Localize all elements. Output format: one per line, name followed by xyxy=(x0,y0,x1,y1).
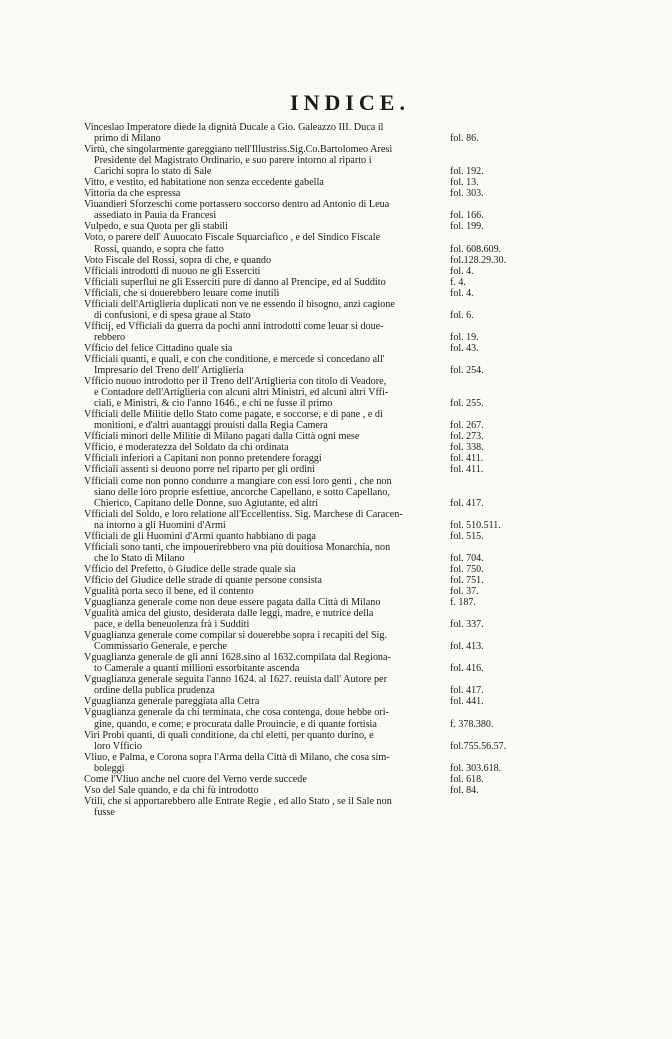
folio-reference: f. 187. xyxy=(450,597,476,609)
entry-text-line: Vfficiali come non ponno condurre a mangiare con essi loro genti , che non xyxy=(84,475,392,487)
entry-text-line: Vfficiali superflui ne gli Esserciti pure di danno al Prencipe, ed al Suddito xyxy=(84,276,386,288)
index-entry xyxy=(84,796,488,818)
entry-text-line: Vfficiali quanti, e quali, e con che conditione, e mercede si concedano all' xyxy=(84,353,385,365)
folio-reference: fol. 6. xyxy=(450,309,474,321)
entry-text-line: Virtù, che singolarmente gareggiano nell'Illustriss.Sig.Co.Bartolomeo Aresi xyxy=(84,144,393,156)
index-entry xyxy=(84,122,488,144)
index-entry xyxy=(84,785,488,796)
index-entry xyxy=(84,354,488,376)
index-entry xyxy=(84,464,488,475)
entry-text-line: Vfficiali delle Militie dello Stato come pagate, e soccorse, e di pane , e di xyxy=(84,409,383,421)
index-entry xyxy=(84,476,488,509)
entry-text-line: Vfficiali inferiori a Capitani non ponno pretendere foraggi xyxy=(84,453,322,465)
entry-text-line: Vfficiali de gli Huomini d'Armi quanto habbiano di paga xyxy=(84,530,316,542)
entry-text-line: assediato in Pauia da Francesi xyxy=(94,210,217,222)
index-entry xyxy=(84,696,488,707)
folio-reference: fol. 303. xyxy=(450,188,484,200)
entry-text-line: Vfficio del Giudice delle strade di quante persone consista xyxy=(84,574,323,586)
folio-reference: fol. 267. xyxy=(450,420,484,432)
entry-text-line: ciali, e Ministri, & cio l'anno 1646., e chi ne fusse il primo xyxy=(94,398,333,410)
index-entry xyxy=(84,630,488,652)
index-entry xyxy=(84,144,488,177)
folio-reference: fol. 510.511. xyxy=(450,519,501,531)
entry-text-line: Vfficio del Prefetto, ò Giudice delle strade quale sia xyxy=(84,563,296,575)
entry-text-line: Vfficiali assenti si deuono porre nel riparto per gli ordini xyxy=(84,464,315,476)
index-entry xyxy=(84,321,488,343)
entry-text-line: rebbero xyxy=(94,331,126,343)
folio-reference: fol. 416. xyxy=(450,663,484,675)
entry-text-line: Presidente del Magistrato Ordinario, e suo parere intorno al riparto i xyxy=(94,155,372,167)
folio-reference: fol.128.29.30. xyxy=(450,254,507,266)
entry-text-line: Vfficij, ed Vfficiali da guerra da pochi anni introdotti come leuar si doue- xyxy=(84,320,384,332)
folio-reference: fol. 4. xyxy=(450,265,474,277)
entry-text-line: Viuandieri Sforzeschi come portassero soccorso dentro ad Antonio di Leua xyxy=(84,199,390,211)
folio-reference: f. 378.380. xyxy=(450,718,494,730)
index-entry xyxy=(84,376,488,409)
entry-text-line: siano delle loro proprie esfettiue, ancorche Capellano, e sotto Capellano, xyxy=(94,486,390,498)
entry-text-line: di confusioni, e di spesa graue al Stato xyxy=(94,309,251,321)
folio-reference: fol. 704. xyxy=(450,552,484,564)
entry-text-line: Vfficiali introdotti di nuouo ne gli Esserciti xyxy=(84,265,261,277)
index-entry xyxy=(84,508,501,531)
index-entry xyxy=(84,564,488,575)
index-entry xyxy=(84,652,488,674)
folio-reference: fol.755.56.57. xyxy=(450,740,507,752)
entry-text-line: primo di Milano xyxy=(94,133,161,145)
index-entry xyxy=(84,232,502,255)
index-entry xyxy=(84,674,488,696)
entry-text-line: to Camerale a quanti millioni essorbitante ascenda xyxy=(94,663,300,675)
entry-text-line: Rossi, quando, e sopra che fatto xyxy=(94,243,224,255)
entry-text-line: Chierico, Capitano delle Donne, suo Agiutante, ed altri xyxy=(94,497,319,509)
index-entry xyxy=(84,188,488,199)
folio-reference: fol. 13. xyxy=(450,177,479,189)
folio-reference: fol. 337. xyxy=(450,619,484,631)
index-entry xyxy=(84,177,488,188)
index-entry xyxy=(84,288,488,299)
entry-text-line: Come l'Vliuo anche nel cuore del Verno verde succede xyxy=(84,773,307,785)
entry-text-line: gine, quando, e come; e procurata dalle Prouincie, e di quante fortisia xyxy=(94,718,377,730)
entry-text-line: Vfficiali sono tanti, che impouerirebbero vna più douitiosa Monarchia, non xyxy=(84,541,391,553)
entry-text-line: Vfficiali, che si douerebbero leuare come inutili xyxy=(84,287,280,299)
index-entry xyxy=(84,608,488,630)
index-entry xyxy=(84,575,488,586)
index-entries xyxy=(84,122,507,818)
entry-text-line: e Contadore dell'Artiglieria con alcuni altri Ministri, ed alcuni altri Vffi- xyxy=(94,387,389,399)
entry-text-line: Vitto, e vestito, ed habitatione non senza eccedente gabella xyxy=(84,177,324,189)
folio-reference: fol. 417. xyxy=(450,685,484,697)
folio-reference: fol. 84. xyxy=(450,784,479,796)
entry-text-line: Vguaglianza generale de gli anni 1628.sino al 1632.compilata dal Regiona- xyxy=(84,652,391,664)
entry-text-line: monitioni, e d'altri auantaggi prouisti dalla Regia Camera xyxy=(94,420,328,432)
folio-reference: fol. 417. xyxy=(450,497,484,509)
entry-text-line: na intorno a gli Huomini d'Armi xyxy=(94,519,226,531)
folio-reference: fol. 4. xyxy=(450,287,474,299)
folio-reference: fol. 303.618. xyxy=(450,762,502,774)
entry-text-line: Vfficio nuouo introdotto per il Treno dell'Artiglieria con titolo di Veadore, xyxy=(84,376,387,388)
folio-reference: fol. 608.609. xyxy=(450,243,502,255)
index-entry xyxy=(84,299,488,321)
entry-text-line: Voto, o parere dell' Auuocato Fiscale Squarciafico , e del Sindico Fiscale xyxy=(84,232,381,244)
entry-text-line: Vguaglianza generale seguita l'anno 1624. al 1627. reuista dall' Autore per xyxy=(84,674,387,686)
entry-text-line: Vtili, che si apportarebbero alle Entrate Regie , ed allo Stato , se il Sale non xyxy=(84,795,392,807)
index-entry xyxy=(84,751,502,774)
folio-reference: f. 4. xyxy=(450,276,466,288)
folio-reference: fol. 413. xyxy=(450,641,484,653)
entry-text-line: loro Vfficio xyxy=(94,740,143,752)
folio-reference: fol. 750. xyxy=(450,563,484,575)
entry-text-line: fusse xyxy=(94,806,115,818)
index-entry xyxy=(84,277,488,288)
entry-text-line: Vfficiali dell'Artiglieria duplicati non ve ne essendo il bisogno, anzi cagione xyxy=(84,298,395,310)
folio-reference: fol. 166. xyxy=(450,210,484,222)
folio-reference: fol. 255. xyxy=(450,398,484,410)
entry-text-line: Vgualità porta seco il bene, ed il contento xyxy=(84,585,254,597)
index-entry xyxy=(84,774,488,785)
index-entry xyxy=(84,431,488,442)
index-entry xyxy=(84,707,494,730)
index-entry xyxy=(84,266,488,277)
index-entry xyxy=(84,729,507,752)
folio-reference: fol. 751. xyxy=(450,574,484,586)
entry-text-line: Vfficio, e moderatezza del Soldato da chi ordinata xyxy=(84,442,289,454)
folio-reference: fol. 19. xyxy=(450,331,479,343)
index-entry xyxy=(84,254,507,266)
entry-text-line: Vfficio del felice Cittadino quale sia xyxy=(84,342,233,354)
entry-text-line: Vguaglianza generale come compilar si douerebbe sopra i recapiti del Sig. xyxy=(84,630,387,642)
entry-text-line: Viri Probi quanti, di quali conditione, da chi eletti, per quanto durino, e xyxy=(84,729,374,741)
index-entry xyxy=(84,221,488,232)
entry-text-line: Carichi sopra lo stato di Sale xyxy=(94,166,212,178)
folio-reference: fol. 411. xyxy=(450,453,484,465)
index-entry xyxy=(84,343,488,354)
index-entry xyxy=(84,409,488,431)
entry-text-line: Vinceslao Imperatore diede la dignità Ducale a Gio. Galeazzo III. Duca il xyxy=(84,122,384,133)
folio-reference: fol. 43. xyxy=(450,342,479,354)
entry-text-line: Voto Fiscale del Rossi, sopra di che, e quando xyxy=(84,254,272,266)
entry-text-line: Vguaglianza generale come non deue essere pagata dalla Città di Milano xyxy=(84,597,381,609)
folio-reference: fol. 515. xyxy=(450,530,484,542)
index-entry xyxy=(84,531,488,542)
entry-text-line: Commissario Generale, e perche xyxy=(94,641,227,653)
folio-reference: fol. 411. xyxy=(450,464,484,476)
entry-text-line: Vittoria da che espressa xyxy=(84,188,181,200)
index-entry xyxy=(84,453,488,464)
folio-reference: fol. 441. xyxy=(450,696,484,708)
entry-text-line: Vliuo, e Palma, e Corona sopra l'Arma della Città di Milano, che cosa sim- xyxy=(84,751,390,763)
folio-reference: fol. 254. xyxy=(450,365,484,377)
page-title: INDICE. xyxy=(290,90,410,115)
entry-text-line: Vguaglianza generale pareggiata alla Cetra xyxy=(84,696,260,708)
entry-text-line: Vfficiali minori delle Militie di Milano pagati dalla Città ogni mese xyxy=(84,431,360,443)
entry-text-line: ordine della publica prudenza xyxy=(94,685,215,697)
entry-text-line: pace, e della beneuolenza frà i Sudditi xyxy=(94,619,250,631)
entry-text-line: boleggi xyxy=(94,762,125,774)
folio-reference: fol. 192. xyxy=(450,166,484,178)
index-entry xyxy=(84,199,488,221)
entry-text-line: Vgualità amica del giusto, desiderata dalle leggi, madre, e nutrice della xyxy=(84,608,374,620)
entry-text-line: che lo Stato di Milano xyxy=(94,552,185,564)
folio-reference: fol. 618. xyxy=(450,773,484,785)
entry-text-line: Vulpedo, e sua Quota per gli stabili xyxy=(84,221,228,233)
index-entry xyxy=(84,542,488,564)
folio-reference: fol. 86. xyxy=(450,133,479,145)
folio-reference: fol. 273. xyxy=(450,431,484,443)
index-entry xyxy=(84,586,488,597)
index-entry xyxy=(84,597,488,608)
entry-text-line: Impresario del Treno dell' Artiglieria xyxy=(94,365,244,377)
entry-text-line: Vso del Sale quando, e da chi fù introdotto xyxy=(84,784,259,796)
folio-reference: fol. 338. xyxy=(450,442,484,454)
entry-text-line: Vguaglianza generale da chi terminata, che cosa contenga, doue hebbe ori- xyxy=(84,707,389,719)
folio-reference: fol. 199. xyxy=(450,221,484,233)
entry-text-line: Vfficiali del Soldo, e loro relatione all'Eccellentiss. Sig. Marchese di Caracen- xyxy=(84,508,403,520)
folio-reference: fol. 37. xyxy=(450,585,479,597)
index-entry xyxy=(84,442,488,453)
